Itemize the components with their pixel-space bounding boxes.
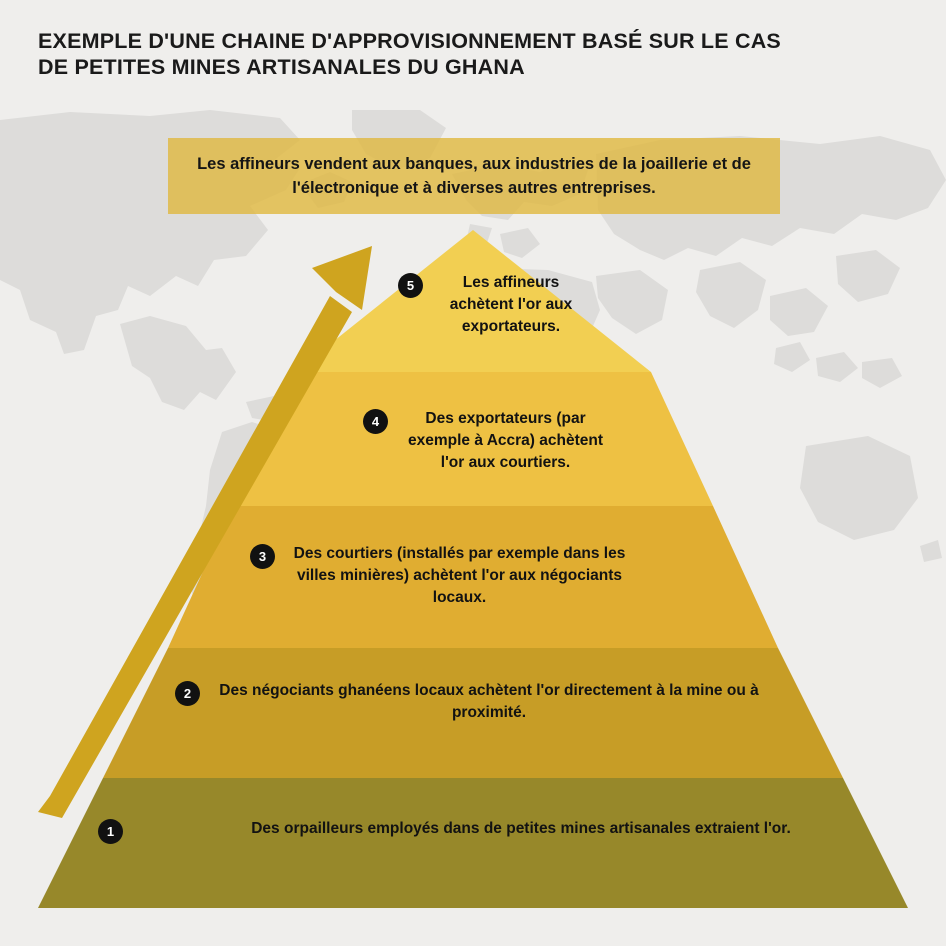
pyramid-step-4 (363, 408, 623, 474)
page-title-line-2: DE PETITES MINES ARTISANALES DU GHANA (38, 55, 525, 79)
page-title-line-1: EXEMPLE D'UNE CHAINE D'APPROVISIONNEMENT BASÉ SUR LE CAS (38, 29, 781, 53)
step-2-text: Des négociants ghanéens locaux achètent l'or directement à la mine ou à proximité. (219, 682, 759, 721)
refiners-sales-callout (168, 138, 780, 214)
pyramid-step-1 (98, 818, 838, 844)
pyramid-step-3 (250, 543, 640, 609)
step-3-badge: 3 (250, 544, 275, 569)
pyramid-step-2 (175, 680, 775, 724)
step-1-badge: 1 (98, 819, 123, 844)
step-5-badge: 5 (398, 273, 423, 298)
step-1-text: Des orpailleurs employés dans de petites mines artisanales extraient l'or. (251, 820, 791, 837)
page-title (38, 28, 878, 80)
step-3-text: Des courtiers (installés par exemple dans les villes minières) achètent l'or aux négociants locaux. (293, 545, 626, 606)
step-5-text: Les affineurs achètent l'or aux exportateurs. (449, 274, 573, 335)
step-4-badge: 4 (363, 409, 388, 434)
step-4-text: Des exportateurs (par exemple à Accra) achètent l'or aux courtiers. (408, 410, 603, 471)
step-2-badge: 2 (175, 681, 200, 706)
refiners-sales-callout-text: Les affineurs vendent aux banques, aux industries de la joaillerie et de l'électronique et à diverses autres entreprises. (197, 155, 751, 197)
pyramid-step-5 (398, 272, 598, 338)
